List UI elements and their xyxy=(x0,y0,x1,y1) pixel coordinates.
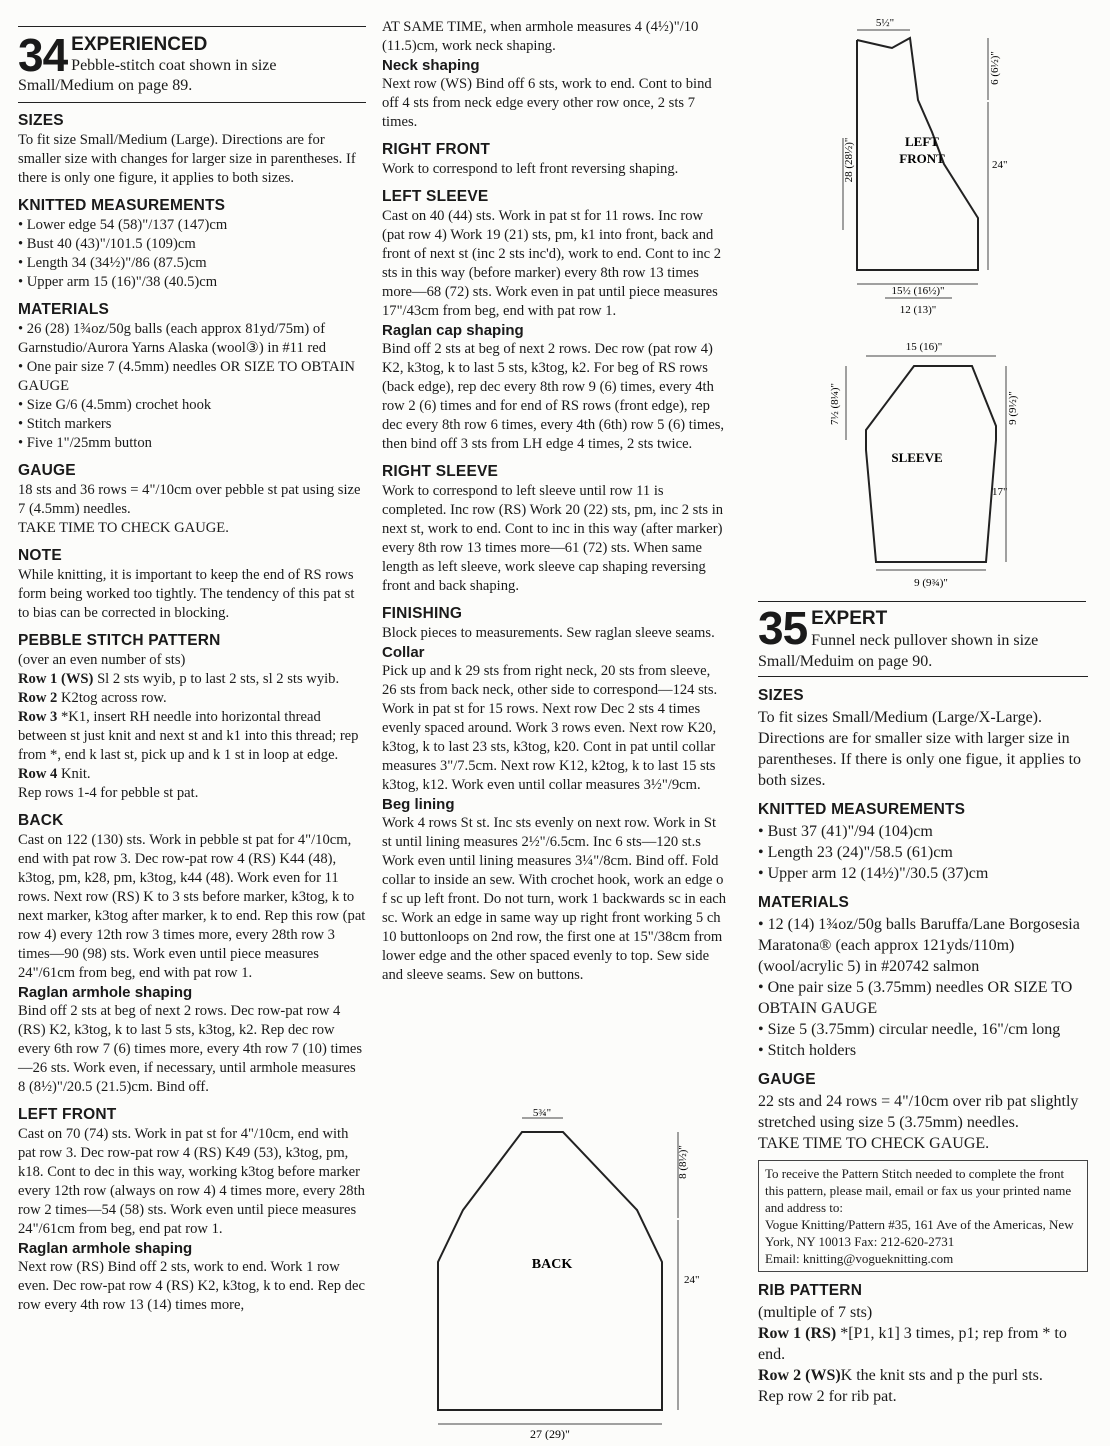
cap-heading: Raglan cap shaping xyxy=(382,322,524,339)
row-label: Row 2 (WS) xyxy=(758,1367,841,1384)
row-text: *K1, insert RH needle into horizontal thread between st just knit and next st and k1 into this thread; rep from *, end k last st, pick up and k 1 st in loop at edge. xyxy=(18,709,359,763)
list-item: • Lower edge 54 (58)"/137 (147)cm xyxy=(18,216,366,235)
row-label: Row 2 xyxy=(18,690,58,706)
row-text: K the knit sts and p the purl sts. xyxy=(840,1367,1043,1384)
sleeve-cap-left-dim: 7½ (8¼)" xyxy=(829,382,841,426)
list-item: • Size G/6 (4.5mm) crochet hook xyxy=(18,396,366,415)
sleeve-label: SLEEVE xyxy=(891,450,943,465)
pattern-35-header xyxy=(758,602,1088,672)
pebble-heading: PEBBLE STITCH PATTERN xyxy=(18,632,221,649)
back-label: BACK xyxy=(531,1257,573,1272)
sizes-text: To fit size Small/Medium (Large). Directions are for smaller size with changes for larger size in parentheses. If there is only one figure, it applies to both sizes. xyxy=(18,132,356,186)
row-text: *[P1, k1] 3 times, p1; rep from * to end. xyxy=(758,1325,1067,1363)
front-lower-dim: 15½ (16½)" xyxy=(891,285,945,297)
back-neck-dim: 5¾" xyxy=(532,1107,552,1119)
sleeve-cuff-dim: 9 (9¾)" xyxy=(914,577,948,589)
pattern-35-top-rule xyxy=(758,601,1086,602)
measurements-list xyxy=(18,216,366,292)
notice-text: To receive the Pattern Stitch needed to complete the front this pattern, please mail, email or fax us your printed name and address to: xyxy=(765,1166,1072,1215)
list-item: • Five 1"/25mm button xyxy=(18,434,366,453)
continued-text: AT SAME TIME, when armhole measures 4 (4½)"/10 (11.5)cm, work neck shaping. xyxy=(382,19,699,54)
gauge-check: TAKE TIME TO CHECK GAUGE. xyxy=(758,1135,990,1152)
collar-text: Pick up and k 29 sts from right neck, 20 sts from sleeve, 26 sts from back neck, other side to correspond—124 sts. Work in pat st for 15 rows. Next row Dec 2 sts 4 times evenly spaced around. Work 3 rows even. Next row K20, k3tog, k to last 23 sts, k3tog, k20. Cont in pat until collar measures 3"/7.5cm. Next row K12, k2tog, k to last 15 sts k3tog, k12. Work even until collar measures 3½"/9cm. xyxy=(382,663,718,793)
rib-row-2 xyxy=(758,1365,1088,1386)
back-text: Cast on 122 (130) sts. Work in pebble st pat for 4"/10cm, end with pat row 3. Dec row-pat row 4 (RS) K44 (48), k3tog, pm, k28, pm, k3tog, k44 (48). Work even for 11 rows. Next row (RS) K to 3 sts before marker, k3tog, k to next marker, k3tog after marker, k to end. Rep this row (pat row 4) every 12th row 3 times more, every 28th row 3 times—90 (98) sts. Work even until piece measures 24"/61cm from beg, end with pat row 1. xyxy=(18,832,366,981)
pattern-34-header xyxy=(18,29,366,96)
sizes-text: To fit sizes Small/Medium (Large/X-Large). Directions are for smaller size with larger size in parentheses. If there is only one figue, it applies to both sizes. xyxy=(758,709,1082,789)
header-rule xyxy=(18,102,366,103)
raglan-text: Bind off 2 sts at beg of next 2 rows. Dec row-pat row 4 (RS) K2, k3tog, k to last 5 sts, k3tog, k2. Rep dec row every 6th row 7 (6) times more, every 4th row 7 (10) times—26 sts. Work even, if necessary, until armhole measures 8 (8½)"/20.5 (21.5)cm. Bind off. xyxy=(18,1003,363,1095)
pattern-intro: Pebble-stitch coat shown in size Small/Medium on page 89. xyxy=(18,57,277,94)
sizes-heading: SIZES xyxy=(18,112,64,129)
row-label: Row 3 xyxy=(18,709,58,725)
left-front-schematic xyxy=(840,8,1040,320)
back-armhole-dim: 8 (8½)" xyxy=(677,1145,689,1179)
materials-heading: MATERIALS xyxy=(18,301,110,318)
pattern-intro: Funnel neck pullover shown in size Small/Meduim on page 90. xyxy=(758,632,1039,670)
measurements-list xyxy=(758,821,1088,884)
list-item: • Upper arm 15 (16)"/38 (40.5)cm xyxy=(18,273,366,292)
row-label: Row 1 (WS) xyxy=(18,671,94,687)
gauge-heading: GAUGE xyxy=(18,462,76,479)
list-item: • Stitch holders xyxy=(758,1040,1088,1061)
materials-heading: MATERIALS xyxy=(758,894,850,911)
back-heading: BACK xyxy=(18,812,64,829)
list-item: • Bust 37 (41)"/94 (104)cm xyxy=(758,821,1088,842)
row-1 xyxy=(18,670,366,689)
pattern-35-column xyxy=(758,602,1088,1407)
note-text: While knitting, it is important to keep the end of RS rows form being worked too tightly. The tendency of this pat st to bias can be corrected in blocking. xyxy=(18,567,355,621)
list-item: • Length 34 (34½)"/86 (87.5)cm xyxy=(18,254,366,273)
neck-text: Next row (WS) Bind off 6 sts, work to end. Cont to bind off 4 sts from neck edge every other row once, 2 sts 7 times. xyxy=(382,76,712,130)
raglan-heading-2: Raglan armhole shaping xyxy=(18,1240,193,1257)
neck-heading: Neck shaping xyxy=(382,57,480,74)
note-heading: NOTE xyxy=(18,547,62,564)
front-total-dim: 28 (28½)" xyxy=(843,137,855,183)
gauge-text: 18 sts and 36 rows = 4"/10cm over pebble st pat using size 7 (4.5mm) needles. xyxy=(18,482,361,517)
repeat-text: Rep rows 1-4 for pebble st pat. xyxy=(18,785,199,801)
raglan-text-2: Next row (RS) Bind off 2 sts, work to end. Work 1 row even. Dec row-pat row 4 (RS) K2, k3tog, k to end. Rep dec row every 4th row 13 (14) times more, xyxy=(18,1259,365,1313)
rib-subtitle: (multiple of 7 sts) xyxy=(758,1304,873,1321)
gauge-text: 22 sts and 24 rows = 4"/10cm over rib pat slightly stretched using size 5 (3.75mm) needles. xyxy=(758,1093,1079,1131)
sleeve-top-dim: 15 (16)" xyxy=(905,341,943,353)
pebble-subtitle: (over an even number of sts) xyxy=(18,652,186,668)
sleeve-cap-right-dim: 9 (9½)" xyxy=(1007,391,1019,425)
notice-email: Email: knitting@vogueknitting.com xyxy=(765,1251,954,1266)
measurements-heading: KNITTED MEASUREMENTS xyxy=(758,801,966,818)
materials-list xyxy=(758,914,1088,1061)
right-front-heading: RIGHT FRONT xyxy=(382,141,491,158)
back-schematic xyxy=(400,1100,730,1440)
right-front-text: Work to correspond to left front reversing shaping. xyxy=(382,161,679,177)
front-label-2: FRONT xyxy=(899,151,945,166)
skill-level: EXPERT xyxy=(811,608,888,629)
back-width-dim: 27 (29)" xyxy=(530,1427,570,1440)
list-item: • One pair size 5 (3.75mm) needles OR SIZE TO OBTAIN GAUGE xyxy=(758,977,1088,1019)
list-item: • Size 5 (3.75mm) circular needle, 16"/cm long xyxy=(758,1019,1088,1040)
list-item: • Bust 40 (43)"/101.5 (109)cm xyxy=(18,235,366,254)
front-length-dim: 24" xyxy=(992,159,1008,171)
header-rule xyxy=(758,676,1088,677)
notice-address: Vogue Knitting/Pattern #35, 161 Ave of the Americas, New York, NY 10013 Fax: 212-620-2731 xyxy=(765,1217,1074,1249)
left-front-text: Cast on 70 (74) sts. Work in pat st for 4"/10cm, end with pat row 3. Dec row-pat row 4 (RS) K49 (53), k3tog, pm, k18. Cont to dec in this way, working k3tog before marker every 12th row (always on row 4) 4 times more, every 28th row 2 times—54 (58) sts. Work even until piece measures 24"/61cm from beg, end pat row 1. xyxy=(18,1126,365,1237)
list-item: • Length 23 (24)"/58.5 (61)cm xyxy=(758,842,1088,863)
top-rule xyxy=(18,26,366,27)
sleeve-schematic xyxy=(824,330,1024,592)
rib-row-1 xyxy=(758,1323,1088,1365)
raglan-heading: Raglan armhole shaping xyxy=(18,984,193,1001)
pattern-34-column xyxy=(18,26,366,1315)
row-text: K2tog across row. xyxy=(60,690,167,706)
rib-repeat: Rep row 2 for rib pat. xyxy=(758,1388,897,1405)
row-text: Knit. xyxy=(60,766,91,782)
collar-heading: Collar xyxy=(382,644,425,661)
back-length-dim: 24" xyxy=(684,1274,700,1286)
front-armhole-dim: 6 (6½)" xyxy=(989,51,1001,85)
front-upper-dim: 12 (13)" xyxy=(899,304,937,316)
right-sleeve-text: Work to correspond to left sleeve until row 11 is completed. Inc row (RS) Work 20 (22) sts, pm, inc 2 sts in next st, work to end. Cont to inc in this way (after marker) every 8th row 13 times more—61 (72) sts. When same length as left sleeve, work sleeve cap shaping reversing front and back shaping. xyxy=(382,483,724,594)
pattern-stitch-notice xyxy=(758,1160,1088,1272)
rib-heading: RIB PATTERN xyxy=(758,1282,863,1299)
list-item: • Upper arm 12 (14½)"/30.5 (37)cm xyxy=(758,863,1088,884)
row-2 xyxy=(18,689,366,708)
measurements-heading: KNITTED MEASUREMENTS xyxy=(18,197,226,214)
front-neck-dim: 5½" xyxy=(875,17,895,29)
list-item: • Stitch markers xyxy=(18,415,366,434)
lining-text: Work 4 rows St st. Inc sts evenly on next row. Work in St st until lining measures 2½"/6.5cm. Inc 6 sts—120 st.s Work even until lining measures 3¼"/8cm. Bind off. Fold collar to inside an sew. With crochet hook, work an edge o f sc up left front. Do not turn, work 1 backwards sc in each sc. Work an edge in same way up right front working 5 ch 10 buttonloops on 2nd row, the first one at 15"/38cm from lower edge and the other spaced evenly to top. Sew side and sleeve seams. Sew on buttons. xyxy=(382,815,727,983)
right-sleeve-heading: RIGHT SLEEVE xyxy=(382,463,499,480)
lining-heading: Beg lining xyxy=(382,796,455,813)
left-sleeve-text: Cast on 40 (44) sts. Work in pat st for 11 rows. Inc row (pat row 4) Work 19 (21) sts, pm, k1 into front, back and front of next st (inc 2 sts inc'd), work to end. Cont to inc 2 sts in this way (before marker) every 8th row 13 times more—68 (72) sts. Work even in pat until piece measures 17"/43cm from beg, end with pat row 1. xyxy=(382,208,722,319)
gauge-check: TAKE TIME TO CHECK GAUGE. xyxy=(18,520,229,536)
row-text: Sl 2 sts wyib, p to last 2 sts, sl 2 sts wyib. xyxy=(97,671,340,687)
pattern-34-column-2 xyxy=(382,18,728,985)
front-label-1: LEFT xyxy=(905,134,939,149)
finishing-heading: FINISHING xyxy=(382,605,463,622)
gauge-heading: GAUGE xyxy=(758,1071,816,1088)
sizes-heading: SIZES xyxy=(758,687,804,704)
pattern-number: 34 xyxy=(18,29,68,81)
skill-level: EXPERIENCED xyxy=(71,34,208,55)
row-4 xyxy=(18,765,366,784)
left-front-heading: LEFT FRONT xyxy=(18,1106,117,1123)
sleeve-length-dim: 17" xyxy=(992,486,1008,498)
row-3 xyxy=(18,708,366,765)
list-item: • 26 (28) 1¾oz/50g balls (each approx 81yd/75m) of Garnstudio/Aurora Yarns Alaska (wool③) in #11 red xyxy=(18,320,366,358)
cap-text: Bind off 2 sts at beg of next 2 rows. Dec row (pat row 4) K2, k3tog, k to last 5 sts, k3tog, k2. For beg of RS rows (back edge), rep dec every 8th row 9 (6) times, every 4th row 2 (6) times and for end of RS rows (front edge), rep dec every 8th row 6 times, every 4th (6th) row 5 (6) times, then bind off 3 sts from LH edge 4 times, 2 sts twice. xyxy=(382,341,725,452)
list-item: • 12 (14) 1¾oz/50g balls Baruffa/Lane Borgosesia Maratona® (each approx 121yds/110m) (wool/acrylic 5) in #20742 salmon xyxy=(758,914,1088,977)
list-item: • One pair size 7 (4.5mm) needles OR SIZE TO OBTAIN GAUGE xyxy=(18,358,366,396)
row-label: Row 1 (RS) xyxy=(758,1325,837,1342)
left-sleeve-heading: LEFT SLEEVE xyxy=(382,188,489,205)
materials-list xyxy=(18,320,366,453)
row-label: Row 4 xyxy=(18,766,58,782)
pattern-number: 35 xyxy=(758,602,808,654)
finishing-text: Block pieces to measurements. Sew raglan sleeve seams. xyxy=(382,625,715,641)
